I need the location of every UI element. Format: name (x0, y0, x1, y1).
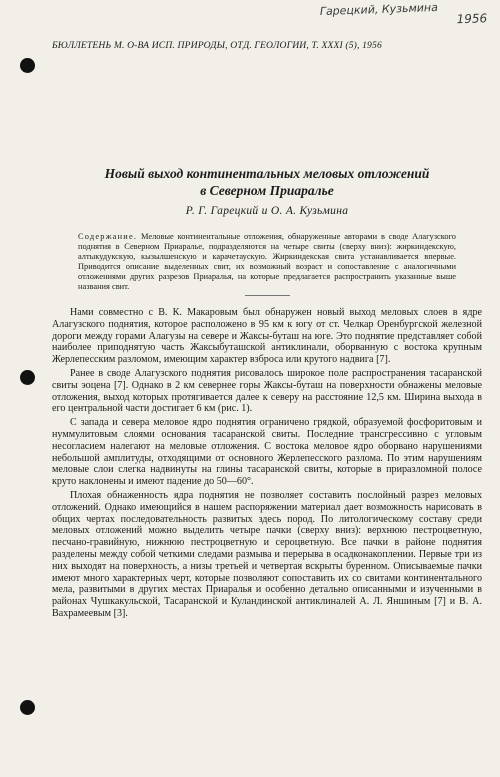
punch-hole-bottom (20, 700, 35, 715)
section-divider (245, 295, 290, 296)
article-title-line-1: Новый выход континентальных меловых отложений (104, 166, 430, 181)
punch-hole-middle (20, 370, 35, 385)
body-paragraph: Нами совместно с В. К. Макаровым был обнаружен новый выход меловых слоев в ядре Алагузского поднятия, которое расположено в 95 км к югу от ст. Челкар Оренбургской железной дороги между горами Алагузы на севере и Жаксы-буташ на юге. Это поднятие представляет собой наиболее приподнятую часть Жаксыбуташской антиклинали, оборванную с востока крупным Жерлепесским разломом, имеющим характер взброса или крутого надвига [7]. (52, 307, 482, 366)
article-abstract (78, 232, 456, 293)
article-title (52, 165, 482, 199)
punch-hole-top (20, 58, 35, 73)
body-paragraph: С запада и севера меловое ядро поднятия ограничено грядкой, образуемой фосфоритовым и нуммулитовым слоями основания тасаранской свиты. Последние трансгрессивно с угловым несогласием налегают на меловые отложения. С востока меловое ядро оборвано нарушениями небольшой амплитуды, отходящими от основного Жерлепесского разлома. По этим нарушениям меловые слои слегка надвинуты на глины тасаранской свиты, которые в приразломной полосе круто наклонены и имеют падение до 50—60°. (52, 417, 482, 488)
article-body (52, 307, 482, 622)
handwritten-names: Гарецкий, Кузьмина (319, 0, 439, 19)
handwritten-note (320, 0, 496, 31)
body-paragraph: Плохая обнаженность ядра поднятия не позволяет составить послойный разрез меловых отложений. Однако имеющийся в нашем распоряжении материал дает возможность нарисовать в общих чертах последовательность развитых здесь пород. По литологическому составу среди меловых отложений можно выделить четыре пачки (сверху вниз): верхнюю пестроцветную, песчано-гравийную, нижнюю пестроцветную и сероцветную. Все пачки в районе поднятия разделены между собой четкими следами размыва и перерыва в осадконакоплении. Первые три из них выходят на поверхность, а низы третьей и четвертая вскрыты буренном. Описываемые пачки имеют много характерных черт, которые позволяют сопоставить их со свитами континентального мела, развитыми в других местах Приаралья и особенно детально описанными и изученными в районах Чушкакульской, Тасаранской и Куландинской антиклиналей А. Л. Яншиным [7] и В. А. Вахрамеевым [3]. (52, 489, 482, 619)
article-title-line-2: в Северном Приаралье (200, 183, 334, 198)
body-paragraph: Ранее в своде Алагузского поднятия рисовалось широкое поле распространения тасаранской свиты эоцена [7]. Однако в 2 км севернее горы Жаксы-буташ на поверхности обнажены меловые отложения, выход которых протягивается далее к северу на расстояние 12,5 км. Ширина выхода в его центральной части достигает 6 км (рис. 1). (52, 367, 482, 415)
abstract-text: Меловые континентальные отложения, обнаруженные авторами в своде Алагузского поднятия в Северном Приаралье, подразделяются на четыре свиты (сверху вниз): жиркиндекскую, алтыкудукскую, кызылшенскую и карачетаускую. Жиркиндекская свита устанавливается впервые. Приводится описание выделенных свит, их возможный возраст и сопоставление с аналогичными отложениями других разрезов Приаралья, на которые предлагается распространить указанные выше названия свит. (78, 232, 456, 292)
handwritten-year: 1956 (456, 11, 488, 27)
journal-running-head: БЮЛЛЕТЕНЬ М. О-ВА ИСП. ПРИРОДЫ, ОТД. ГЕОЛОГИИ, Т. XXXI (5), 1956 (52, 40, 382, 51)
article-authors: Р. Г. Гарецкий и О. А. Кузьмина (185, 205, 349, 217)
abstract-lead: Содержание. (78, 232, 138, 241)
